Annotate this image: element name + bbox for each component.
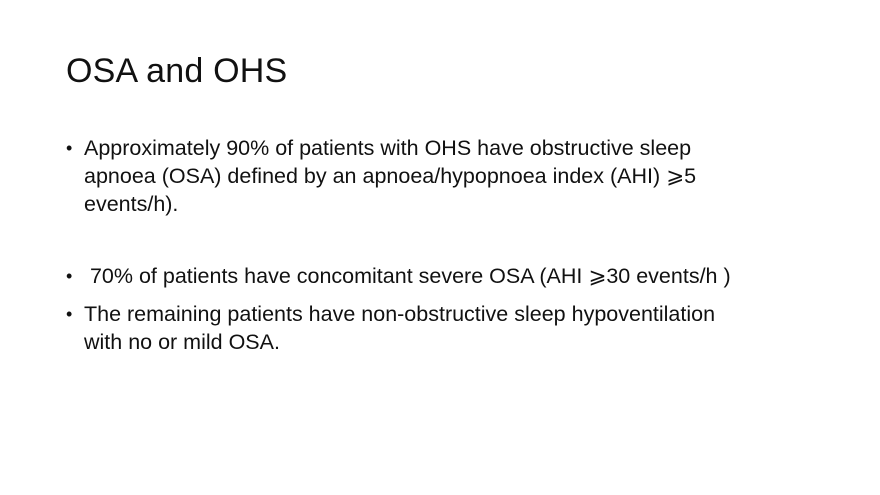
slide-title: OSA and OHS [66, 52, 288, 90]
bullet-item [66, 134, 826, 218]
bullet-line: with no or mild OSA. [84, 330, 280, 354]
bullet-line: events/h). [84, 192, 179, 216]
bullet-marker: • [66, 266, 73, 286]
bullet-line: Approximately 90% of patients with OHS have obstructive sleep [84, 136, 692, 160]
bullet-list [66, 134, 826, 356]
bullet-line: apnoea (OSA) defined by an apnoea/hypopnoea index (AHI) ⩾5 [84, 164, 697, 188]
bullet-marker: • [66, 138, 73, 158]
bullet-line: The remaining patients have non-obstructive sleep hypoventilation [84, 302, 716, 326]
bullet-item [66, 300, 826, 356]
bullet-line: 70% of patients have concomitant severe OSA (AHI ⩾30 events/h ) [84, 264, 731, 288]
bullet-item [66, 262, 826, 290]
bullet-marker: • [66, 304, 73, 324]
